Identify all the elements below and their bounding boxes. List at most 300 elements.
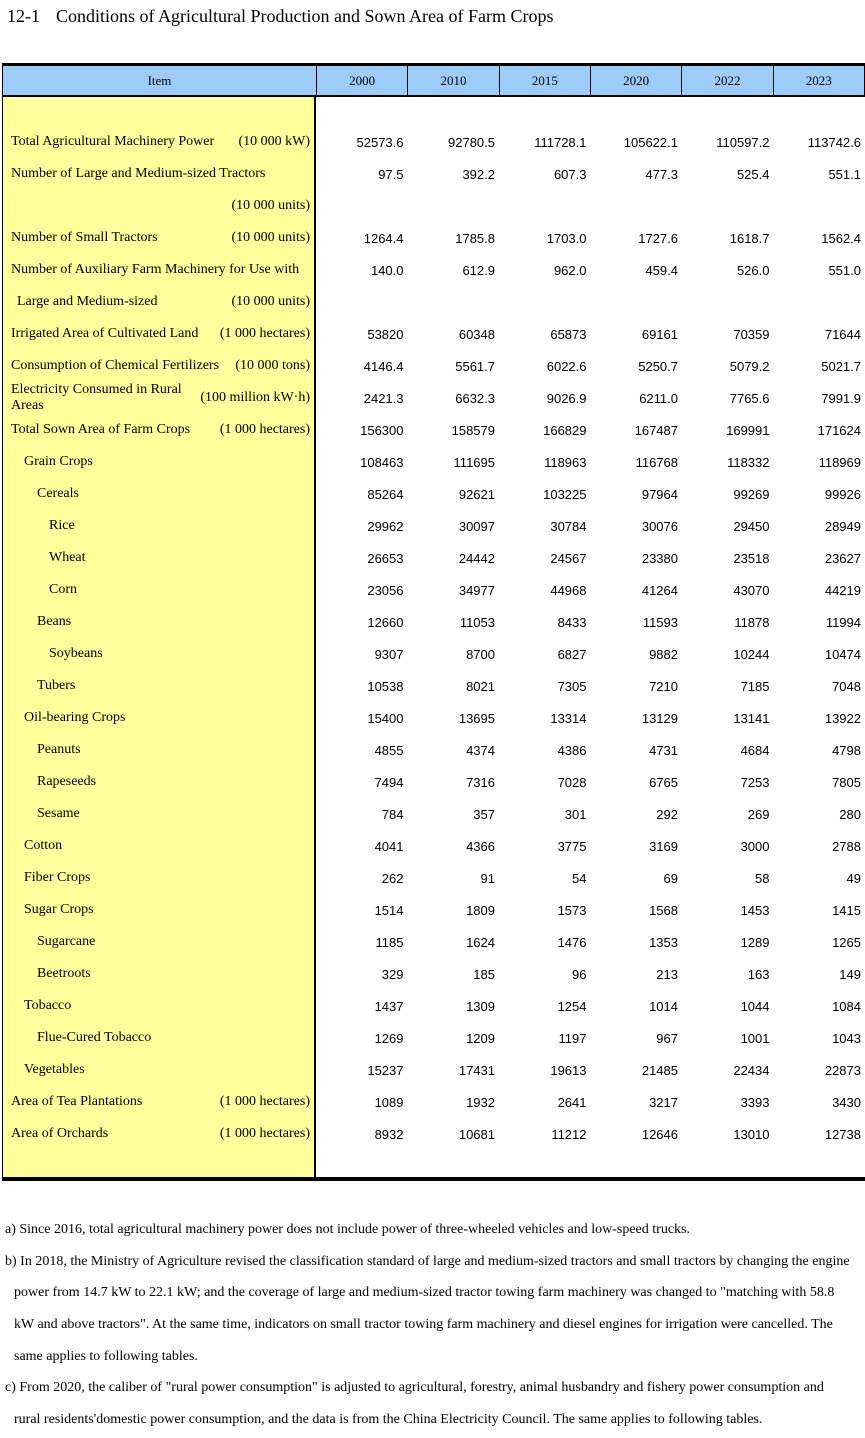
value-cell: 15237: [367, 1062, 404, 1078]
table-row: [3, 894, 865, 926]
item-label: Irrigated Area of Cultivated Land: [11, 326, 199, 341]
value-cell: 17431: [458, 1062, 495, 1078]
value-cell: 4386: [557, 742, 587, 758]
value-cell: 99269: [733, 486, 770, 502]
table-row: [3, 766, 865, 798]
item-cell: [3, 382, 316, 414]
value-cell: 92621: [458, 486, 495, 502]
value-cell: 357: [473, 806, 495, 822]
item-label: Cotton: [24, 838, 63, 853]
item-label: Vegetables: [24, 1062, 85, 1077]
value-cell: 525.4: [736, 166, 770, 182]
value-cell: 149: [839, 966, 861, 982]
item-cell: [3, 1062, 316, 1078]
table-row: [3, 734, 865, 766]
value-cell: 41264: [641, 582, 678, 598]
value-cell: 99926: [824, 486, 861, 502]
value-cell: 1809: [466, 902, 495, 918]
value-cell: 1476: [557, 934, 587, 950]
table-title-text: Conditions of Agricultural Production and Sown Area of Farm Crops: [56, 6, 554, 26]
value-cell: 13141: [733, 710, 770, 726]
value-cell: 13922: [824, 710, 861, 726]
value-cell: 1269: [374, 1030, 404, 1046]
value-cell: 24567: [550, 550, 587, 566]
value-cell: 28949: [824, 518, 861, 534]
table-row: [3, 926, 865, 958]
value-cell: 105622.1: [623, 134, 678, 150]
value-cell: 5561.7: [455, 358, 495, 374]
value-cell: 111728.1: [534, 134, 587, 150]
value-cell: 301: [564, 806, 587, 822]
item-cell: [3, 998, 316, 1014]
item-label: Electricity Consumed in Rural Areas: [11, 382, 182, 413]
value-cell: 1185: [375, 934, 404, 950]
item-cell: [3, 582, 316, 598]
value-cell: 7210: [649, 678, 678, 694]
value-cell: 6765: [649, 774, 678, 790]
value-cell: 1264.4: [363, 230, 404, 246]
table-row: [3, 478, 865, 510]
value-cell: 3000: [740, 838, 770, 854]
table-row: [3, 318, 865, 350]
table-rows: [3, 126, 865, 1150]
value-cell: 10474: [824, 646, 861, 662]
header-cell-year: 2015: [499, 66, 590, 95]
value-cell: 171624: [817, 422, 861, 438]
value-cell: 292: [656, 806, 678, 822]
value-cell: 91: [480, 870, 495, 886]
value-cell: 118332: [727, 454, 770, 470]
item-cell: [3, 806, 316, 822]
value-cell: 60348: [458, 326, 495, 342]
item-label: Oil-bearing Crops: [24, 710, 126, 725]
value-cell: 113742.6: [807, 134, 861, 150]
table-row: [3, 830, 865, 862]
value-cell: 11593: [642, 614, 678, 630]
value-cell: 23056: [367, 582, 404, 598]
value-cell: 22873: [824, 1062, 861, 1078]
value-cell: 12660: [367, 614, 404, 630]
value-cell: 12646: [641, 1126, 678, 1142]
item-cell: [3, 550, 316, 566]
item-label: Area of Tea Plantations: [11, 1094, 143, 1109]
table-number: 12-1: [7, 6, 40, 26]
value-cell: 6632.3: [455, 390, 495, 406]
value-cell: 7765.6: [729, 390, 770, 406]
item-label: Flue-Cured Tobacco: [37, 1030, 152, 1045]
value-cell: 7805: [832, 774, 861, 790]
item-label: Number of Small Tractors: [11, 230, 158, 245]
table-row: [3, 958, 865, 990]
value-cell: 7048: [832, 678, 861, 694]
item-cell: [3, 838, 316, 854]
value-cell: 1624: [466, 934, 495, 950]
item-unit: (1 000 hectares): [219, 422, 310, 437]
value-cell: 4146.4: [363, 358, 404, 374]
value-cell: 53820: [367, 326, 404, 342]
value-cell: 158579: [451, 422, 495, 438]
item-label: Cereals: [37, 486, 79, 501]
value-cell: 967: [656, 1030, 678, 1046]
item-label: Grain Crops: [24, 454, 93, 469]
value-cell: 1044: [740, 998, 770, 1014]
value-cell: 607.3: [553, 166, 587, 182]
table-row: [3, 1118, 865, 1150]
value-cell: 24442: [458, 550, 495, 566]
footnote-line: rural residents'domestic power consumption, and the data is from the China Electricity Council. The same applies to following tables.: [14, 1411, 763, 1427]
value-cell: 4731: [649, 742, 678, 758]
item-label: Sesame: [37, 806, 80, 821]
item-label: Peanuts: [37, 742, 81, 757]
table-row: [3, 126, 865, 158]
value-cell: 22434: [733, 1062, 770, 1078]
value-cell: 70359: [733, 326, 770, 342]
value-cell: 44219: [824, 582, 861, 598]
value-cell: 29450: [733, 518, 770, 534]
item-unit: (10 000 kW): [238, 134, 310, 149]
value-cell: 2788: [832, 838, 861, 854]
value-cell: 1353: [649, 934, 678, 950]
item-cell: [3, 902, 316, 918]
value-cell: 11994: [825, 614, 861, 630]
value-cell: 34977: [458, 582, 495, 598]
table-row: [3, 606, 865, 638]
value-cell: 116768: [635, 454, 678, 470]
table-row: [3, 190, 865, 222]
item-cell: [3, 262, 316, 278]
table-row: [3, 638, 865, 670]
value-cell: 1014: [649, 998, 678, 1014]
item-cell: [3, 358, 316, 374]
value-cell: 1727.6: [638, 230, 678, 246]
value-cell: 29962: [367, 518, 404, 534]
value-cell: 2421.3: [363, 390, 404, 406]
item-cell: [3, 966, 316, 982]
value-cell: 156300: [360, 422, 404, 438]
value-cell: 118963: [544, 454, 587, 470]
footnote-line: c) From 2020, the caliber of "rural power consumption" is adjusted to agricultural, forestry, animal husbandry and fishery power consumption and: [5, 1380, 824, 1396]
value-cell: 4684: [740, 742, 770, 758]
item-label: Area of Orchards: [11, 1126, 109, 1141]
value-cell: 7028: [557, 774, 587, 790]
value-cell: 551.1: [828, 166, 861, 182]
value-cell: 262: [381, 870, 404, 886]
value-cell: 13129: [641, 710, 678, 726]
item-label: Sugar Crops: [24, 902, 94, 917]
value-cell: 7991.9: [821, 390, 861, 406]
item-label: Number of Auxiliary Farm Machinery for Use with: [11, 262, 300, 277]
value-cell: 169991: [726, 422, 770, 438]
item-label: Beans: [37, 614, 72, 629]
value-cell: 1703.0: [546, 230, 587, 246]
value-cell: 11053: [459, 614, 495, 630]
value-cell: 13010: [733, 1126, 770, 1142]
value-cell: 4798: [832, 742, 861, 758]
item-unit: (10 000 tons): [235, 358, 310, 373]
item-cell: [3, 1094, 316, 1110]
item-cell: [3, 326, 316, 342]
table-row: [3, 574, 865, 606]
value-cell: 962.0: [553, 262, 587, 278]
value-cell: 6022.6: [546, 358, 587, 374]
item-cell: [3, 294, 316, 310]
value-cell: 5021.7: [821, 358, 861, 374]
table-row: [3, 158, 865, 190]
value-cell: 1265: [832, 934, 861, 950]
value-cell: 10538: [367, 678, 404, 694]
value-cell: 269: [747, 806, 770, 822]
item-label: Total Agricultural Machinery Power: [11, 134, 215, 149]
value-cell: 52573.6: [356, 134, 404, 150]
value-cell: 1289: [740, 934, 770, 950]
item-unit: (1 000 hectares): [219, 1126, 310, 1141]
header-cell-item: Item: [147, 72, 172, 88]
value-cell: 7305: [557, 678, 587, 694]
value-cell: 10244: [733, 646, 770, 662]
value-cell: 166829: [543, 422, 587, 438]
value-cell: 6211.0: [639, 390, 678, 406]
item-cell: [3, 678, 316, 694]
value-cell: 8433: [557, 614, 587, 630]
value-cell: 4855: [374, 742, 404, 758]
value-cell: 30097: [458, 518, 495, 534]
value-cell: 1309: [466, 998, 495, 1014]
item-cell: [3, 934, 316, 950]
value-cell: 9882: [649, 646, 678, 662]
item-cell: [3, 614, 316, 630]
value-cell: 784: [381, 806, 404, 822]
value-cell: 459.4: [645, 262, 678, 278]
value-cell: 167487: [634, 422, 678, 438]
footnote-line: kW and above tractors". At the same time, indicators on small tractor towing farm machinery and diesel engines for irrigation were cancelled. The: [14, 1316, 833, 1332]
value-cell: 1254: [557, 998, 587, 1014]
table-row: [3, 670, 865, 702]
value-cell: 92780.5: [448, 134, 495, 150]
table-row: [3, 350, 865, 382]
table-row: [3, 510, 865, 542]
value-cell: 185: [473, 966, 495, 982]
value-cell: 526.0: [736, 262, 770, 278]
item-unit: (100 million kW·h): [200, 390, 310, 405]
value-cell: 23627: [824, 550, 861, 566]
table-row: [3, 862, 865, 894]
value-cell: 26653: [367, 550, 404, 566]
value-cell: 96: [572, 966, 587, 982]
item-cell: [3, 710, 316, 726]
item-label: Beetroots: [37, 966, 91, 981]
item-label: Rice: [49, 518, 75, 533]
value-cell: 8021: [466, 678, 495, 694]
item-cell: [3, 518, 316, 534]
value-cell: 7494: [374, 774, 404, 790]
value-cell: 9307: [374, 646, 404, 662]
item-label: Wheat: [49, 550, 86, 565]
value-cell: 19613: [550, 1062, 587, 1078]
value-cell: 1932: [466, 1094, 495, 1110]
value-cell: 3169: [649, 838, 678, 854]
value-cell: 3430: [832, 1094, 861, 1110]
header-cell-year: 2023: [773, 66, 865, 95]
value-cell: 15400: [367, 710, 404, 726]
stats-table: [2, 63, 865, 1181]
footnotes: [5, 1214, 861, 1436]
value-cell: 10681: [458, 1126, 495, 1142]
value-cell: 1084: [832, 998, 861, 1014]
value-cell: 3217: [649, 1094, 678, 1110]
item-label: Tobacco: [24, 998, 72, 1013]
item-unit: (10 000 units): [231, 198, 310, 213]
value-cell: 13314: [550, 710, 587, 726]
value-cell: 5250.7: [638, 358, 678, 374]
footnote-line: a) Since 2016, total agricultural machinery power does not include power of three-wheeled vehicles and low-speed trucks.: [5, 1221, 690, 1237]
footnote-line: b) In 2018, the Ministry of Agriculture revised the classification standard of large and medium-sized tractors and small tractors by changing the engine: [5, 1253, 850, 1269]
value-cell: 3393: [740, 1094, 770, 1110]
value-cell: 1785.8: [455, 230, 495, 246]
value-cell: 1197: [558, 1030, 587, 1046]
table-row: [3, 382, 865, 414]
item-cell: [3, 134, 316, 150]
item-label: Total Sown Area of Farm Crops: [11, 422, 191, 437]
value-cell: 1618.7: [729, 230, 770, 246]
value-cell: 30076: [641, 518, 678, 534]
value-cell: 23380: [641, 550, 678, 566]
table-row: [3, 990, 865, 1022]
value-cell: 71644: [824, 326, 861, 342]
value-cell: 9026.9: [546, 390, 587, 406]
table-body: [3, 97, 865, 1177]
value-cell: 163: [747, 966, 770, 982]
item-label: Sugarcane: [37, 934, 96, 949]
item-cell: [3, 646, 316, 662]
item-cell: [3, 422, 316, 438]
table-row: [3, 798, 865, 830]
value-cell: 23518: [733, 550, 770, 566]
value-cell: 213: [656, 966, 678, 982]
value-cell: 1562.4: [821, 230, 861, 246]
item-label: Tubers: [37, 678, 76, 693]
item-cell: [3, 230, 316, 246]
header-cell-year: 2022: [681, 66, 772, 95]
value-cell: 2641: [557, 1094, 587, 1110]
item-label: Number of Large and Medium-sized Tractors: [11, 166, 266, 181]
header-cell-year: 2020: [590, 66, 681, 95]
value-cell: 65873: [550, 326, 587, 342]
value-cell: 1209: [466, 1030, 495, 1046]
value-cell: 8932: [374, 1126, 404, 1142]
value-cell: 551.0: [828, 262, 861, 278]
value-cell: 58: [755, 870, 770, 886]
table-row: [3, 702, 865, 734]
table-row: [3, 222, 865, 254]
value-cell: 7316: [466, 774, 495, 790]
value-cell: 5079.2: [729, 358, 770, 374]
item-cell: [3, 1030, 316, 1046]
table-header-row: [3, 66, 865, 97]
table-row: [3, 542, 865, 574]
item-label: Corn: [49, 582, 77, 597]
item-unit: (10 000 units): [231, 230, 310, 245]
item-unit: (10 000 units): [231, 294, 310, 309]
value-cell: 103225: [543, 486, 587, 502]
value-cell: 118969: [818, 454, 861, 470]
item-label: Fiber Crops: [24, 870, 91, 885]
item-cell: [3, 870, 316, 886]
value-cell: 11878: [734, 614, 770, 630]
value-cell: 1568: [649, 902, 678, 918]
value-cell: 1453: [740, 902, 770, 918]
footnote-line: power from 14.7 kW to 22.1 kW; and the coverage of large and medium-sized tractor towing farm machinery was changed to "matching with 58.8: [14, 1285, 835, 1301]
footnote-line: same applies to following tables.: [14, 1348, 198, 1364]
item-cell: [3, 454, 316, 470]
value-cell: 1043: [832, 1030, 861, 1046]
item-cell: [3, 1126, 316, 1142]
page-title: [7, 6, 553, 27]
value-cell: 49: [846, 870, 861, 886]
value-cell: 140.0: [370, 262, 404, 278]
item-cell: [3, 166, 316, 182]
value-cell: 612.9: [462, 262, 495, 278]
value-cell: 12738: [824, 1126, 861, 1142]
value-cell: 4366: [466, 838, 495, 854]
header-cell-year: 2000: [316, 66, 407, 95]
table-row: [3, 1086, 865, 1118]
value-cell: 4041: [374, 838, 404, 854]
value-cell: 477.3: [645, 166, 678, 182]
value-cell: 69161: [641, 326, 678, 342]
item-cell: [3, 486, 316, 502]
value-cell: 108463: [360, 454, 404, 470]
item-cell: [3, 198, 316, 214]
item-cell: [3, 774, 316, 790]
value-cell: 1001: [740, 1030, 770, 1046]
value-cell: 392.2: [462, 166, 495, 182]
value-cell: 85264: [367, 486, 404, 502]
value-cell: 13695: [458, 710, 495, 726]
item-label: Soybeans: [49, 646, 103, 661]
value-cell: 44968: [550, 582, 587, 598]
item-cell: [3, 742, 316, 758]
value-cell: 8700: [466, 646, 495, 662]
item-unit: (1 000 hectares): [219, 326, 310, 341]
value-cell: 97964: [641, 486, 678, 502]
value-cell: 1573: [557, 902, 587, 918]
table-row: [3, 446, 865, 478]
value-cell: 7253: [740, 774, 770, 790]
value-cell: 110597.2: [716, 134, 770, 150]
value-cell: 4374: [466, 742, 495, 758]
item-label: Large and Medium-sized: [17, 294, 158, 309]
value-cell: 1415: [832, 902, 861, 918]
value-cell: 3775: [557, 838, 587, 854]
value-cell: 7185: [740, 678, 770, 694]
value-cell: 1437: [374, 998, 404, 1014]
value-cell: 30784: [550, 518, 587, 534]
value-cell: 329: [381, 966, 404, 982]
item-unit: (1 000 hectares): [219, 1094, 310, 1109]
header-cell-year: 2010: [407, 66, 498, 95]
item-label: Consumption of Chemical Fertilizers: [11, 358, 220, 373]
value-cell: 11212: [551, 1126, 587, 1142]
value-cell: 1514: [374, 902, 404, 918]
value-cell: 280: [839, 806, 861, 822]
table-row: [3, 286, 865, 318]
item-label: Rapeseeds: [37, 774, 97, 789]
table-row: [3, 1054, 865, 1086]
value-cell: 69: [663, 870, 678, 886]
table-row: [3, 414, 865, 446]
table-row: [3, 1022, 865, 1054]
value-cell: 54: [572, 870, 587, 886]
